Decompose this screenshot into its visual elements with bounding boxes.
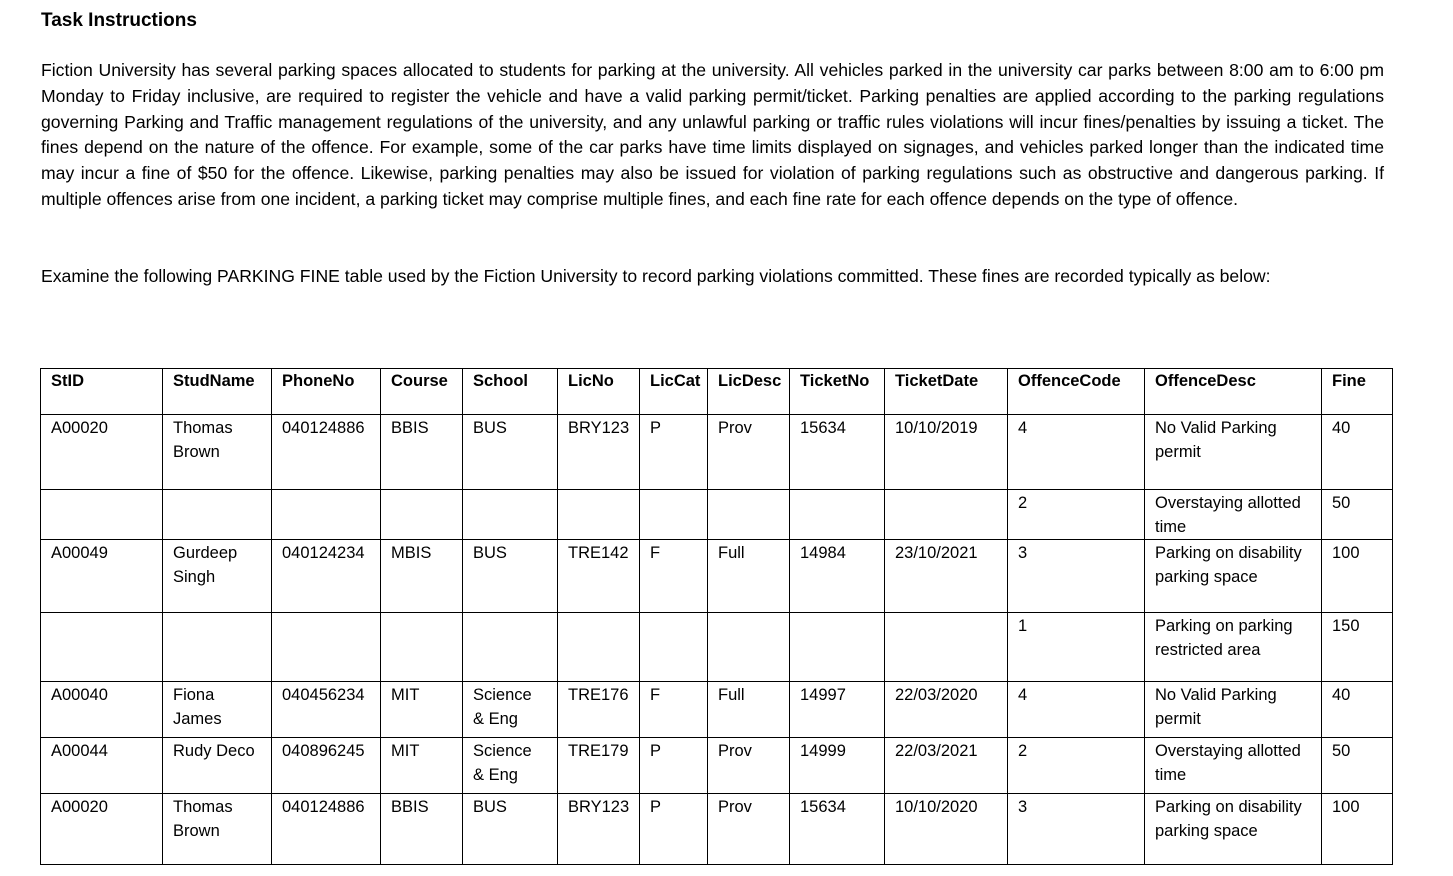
parking-fine-table: [40, 368, 1393, 865]
cell-studname: Fiona James: [163, 682, 272, 738]
header-offencedesc: OffenceDesc: [1145, 369, 1322, 415]
cell-licdesc: Prov: [708, 794, 790, 865]
cell-liccat: F: [640, 682, 708, 738]
header-offencecode: OffenceCode: [1008, 369, 1145, 415]
table-row: [41, 613, 1393, 682]
cell-stid: A00049: [41, 540, 163, 613]
cell-licno: TRE142: [558, 540, 640, 613]
cell-fine: 100: [1322, 540, 1393, 613]
cell-fine: 100: [1322, 794, 1393, 865]
header-phoneno: PhoneNo: [272, 369, 381, 415]
cell-licdesc: [708, 613, 790, 682]
cell-licdesc: Full: [708, 540, 790, 613]
cell-school: Science & Eng: [463, 738, 558, 794]
table-row: [41, 738, 1393, 794]
cell-liccat: P: [640, 415, 708, 490]
cell-offencedesc: Overstaying allotted time: [1145, 490, 1322, 540]
table-row: [41, 540, 1393, 613]
cell-licdesc: [708, 490, 790, 540]
table-intro-paragraph: Examine the following PARKING FINE table used by the Fiction University to record parking violations committed. These fines are recorded typically as below:: [41, 266, 1271, 286]
cell-licdesc: Prov: [708, 738, 790, 794]
cell-ticketno: 14999: [790, 738, 885, 794]
cell-course: MBIS: [381, 540, 463, 613]
cell-ticketdate: 23/10/2021: [885, 540, 1008, 613]
cell-course: MIT: [381, 738, 463, 794]
cell-ticketdate: 22/03/2020: [885, 682, 1008, 738]
cell-ticketno: 14984: [790, 540, 885, 613]
cell-phoneno: 040124234: [272, 540, 381, 613]
cell-ticketno: [790, 613, 885, 682]
cell-phoneno: [272, 490, 381, 540]
cell-course: MIT: [381, 682, 463, 738]
instructions-paragraph: Fiction University has several parking spaces allocated to students for parking at the university. All vehicles parked in the university car parks between 8:00 am to 6:00 pm Monday to Friday inclusive, are required to register the vehicle and have a valid parking permit/ticket. Parking penalties are applied according to the parking regulations governing Parking and Traffic management regulations of the university, and any unlawful parking or traffic rules violations will incur fines/penalties by issuing a ticket. The fines depend on the nature of the offence. For example, some of the car parks have time limits displayed on signages, and vehicles parked longer than the indicated time may incur a fine of $50 for the offence. Likewise, parking penalties may also be issued for violation of parking regulations such as obstructive and dangerous parking. If multiple offences arise from one incident, a parking ticket may comprise multiple fines, and each fine rate for each offence depends on the type of offence.: [41, 60, 1384, 209]
table-row: [41, 682, 1393, 738]
cell-liccat: P: [640, 738, 708, 794]
cell-liccat: [640, 613, 708, 682]
cell-ticketdate: [885, 490, 1008, 540]
cell-stid: [41, 613, 163, 682]
cell-phoneno: 040124886: [272, 794, 381, 865]
cell-ticketdate: [885, 613, 1008, 682]
cell-fine: 50: [1322, 490, 1393, 540]
cell-studname: [163, 613, 272, 682]
cell-liccat: [640, 490, 708, 540]
cell-school: [463, 613, 558, 682]
cell-licno: BRY123: [558, 794, 640, 865]
cell-licno: TRE179: [558, 738, 640, 794]
cell-stid: A00044: [41, 738, 163, 794]
cell-fine: 150: [1322, 613, 1393, 682]
cell-offencedesc: Parking on parking restricted area: [1145, 613, 1322, 682]
cell-offencedesc: Parking on disability parking space: [1145, 794, 1322, 865]
cell-offencedesc: Overstaying allotted time: [1145, 738, 1322, 794]
cell-offencecode: 4: [1008, 415, 1145, 490]
cell-phoneno: 040896245: [272, 738, 381, 794]
cell-offencecode: 2: [1008, 490, 1145, 540]
table-row: [41, 490, 1393, 540]
cell-stid: A00020: [41, 794, 163, 865]
header-fine: Fine: [1322, 369, 1393, 415]
cell-licdesc: Full: [708, 682, 790, 738]
cell-stid: A00040: [41, 682, 163, 738]
cell-ticketdate: 10/10/2020: [885, 794, 1008, 865]
header-liccat: LicCat: [640, 369, 708, 415]
cell-ticketno: 14997: [790, 682, 885, 738]
cell-offencecode: 3: [1008, 540, 1145, 613]
cell-offencecode: 1: [1008, 613, 1145, 682]
header-ticketdate: TicketDate: [885, 369, 1008, 415]
cell-studname: Rudy Deco: [163, 738, 272, 794]
cell-school: BUS: [463, 415, 558, 490]
cell-studname: Thomas Brown: [163, 794, 272, 865]
header-stid: StID: [41, 369, 163, 415]
cell-course: BBIS: [381, 794, 463, 865]
cell-ticketno: [790, 490, 885, 540]
cell-phoneno: 040124886: [272, 415, 381, 490]
cell-school: [463, 490, 558, 540]
cell-fine: 50: [1322, 738, 1393, 794]
cell-school: BUS: [463, 540, 558, 613]
cell-licdesc: Prov: [708, 415, 790, 490]
cell-offencecode: 2: [1008, 738, 1145, 794]
cell-course: [381, 490, 463, 540]
cell-course: BBIS: [381, 415, 463, 490]
cell-studname: Gurdeep Singh: [163, 540, 272, 613]
cell-stid: A00020: [41, 415, 163, 490]
cell-offencecode: 3: [1008, 794, 1145, 865]
cell-school: BUS: [463, 794, 558, 865]
cell-licno: TRE176: [558, 682, 640, 738]
cell-offencecode: 4: [1008, 682, 1145, 738]
header-school: School: [463, 369, 558, 415]
page-heading: Task Instructions: [41, 10, 197, 31]
cell-ticketno: 15634: [790, 415, 885, 490]
cell-stid: [41, 490, 163, 540]
header-licno: LicNo: [558, 369, 640, 415]
header-course: Course: [381, 369, 463, 415]
cell-licno: [558, 613, 640, 682]
cell-offencedesc: No Valid Parking permit: [1145, 682, 1322, 738]
cell-liccat: P: [640, 794, 708, 865]
cell-course: [381, 613, 463, 682]
cell-ticketno: 15634: [790, 794, 885, 865]
cell-phoneno: 040456234: [272, 682, 381, 738]
table-header-row: [41, 369, 1393, 415]
cell-fine: 40: [1322, 415, 1393, 490]
header-licdesc: LicDesc: [708, 369, 790, 415]
cell-liccat: F: [640, 540, 708, 613]
cell-fine: 40: [1322, 682, 1393, 738]
cell-studname: Thomas Brown: [163, 415, 272, 490]
cell-offencedesc: Parking on disability parking space: [1145, 540, 1322, 613]
cell-school: Science & Eng: [463, 682, 558, 738]
cell-licno: [558, 490, 640, 540]
cell-phoneno: [272, 613, 381, 682]
cell-offencedesc: No Valid Parking permit: [1145, 415, 1322, 490]
cell-studname: [163, 490, 272, 540]
cell-ticketdate: 22/03/2021: [885, 738, 1008, 794]
cell-licno: BRY123: [558, 415, 640, 490]
cell-ticketdate: 10/10/2019: [885, 415, 1008, 490]
header-studname: StudName: [163, 369, 272, 415]
table-row: [41, 794, 1393, 865]
table-row: [41, 415, 1393, 490]
header-ticketno: TicketNo: [790, 369, 885, 415]
